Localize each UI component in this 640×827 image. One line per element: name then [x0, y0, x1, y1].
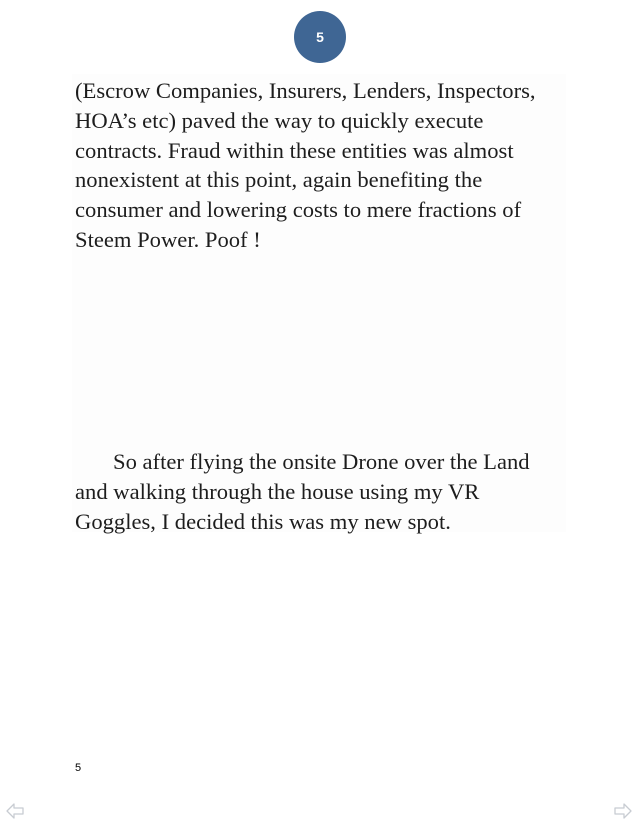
paragraph-line: consumer and lowering costs to mere fractions of — [75, 197, 522, 223]
paragraph-line: Goggles, I decided this was my new spot. — [75, 508, 451, 534]
paragraph-line: nonexistent at this point, again benefiting the — [75, 167, 483, 193]
previous-page-button[interactable] — [4, 800, 26, 822]
paragraph-line: (Escrow Companies, Insurers, Lenders, Inspectors, — [75, 78, 536, 103]
paragraph-line — [75, 447, 563, 477]
paragraph-escrow — [75, 76, 563, 255]
paragraph-line: HOA’s etc) paved the way to quickly execute — [75, 107, 484, 133]
paragraph-line: and walking through the house using my VR — [75, 478, 480, 504]
arrow-right-icon — [612, 800, 634, 822]
paragraph-line: Steem Power. Poof ! — [75, 226, 261, 252]
arrow-left-icon — [4, 800, 26, 822]
paragraph-drone — [75, 447, 563, 536]
paragraph-line: contracts. Fraud within these entities was almost — [75, 137, 514, 163]
paragraph-line-text: So after flying the onsite Drone over the Land — [113, 449, 530, 474]
next-page-button[interactable] — [612, 800, 634, 822]
page-number-badge: 5 — [294, 11, 346, 63]
footer-page-number: 5 — [75, 762, 82, 774]
